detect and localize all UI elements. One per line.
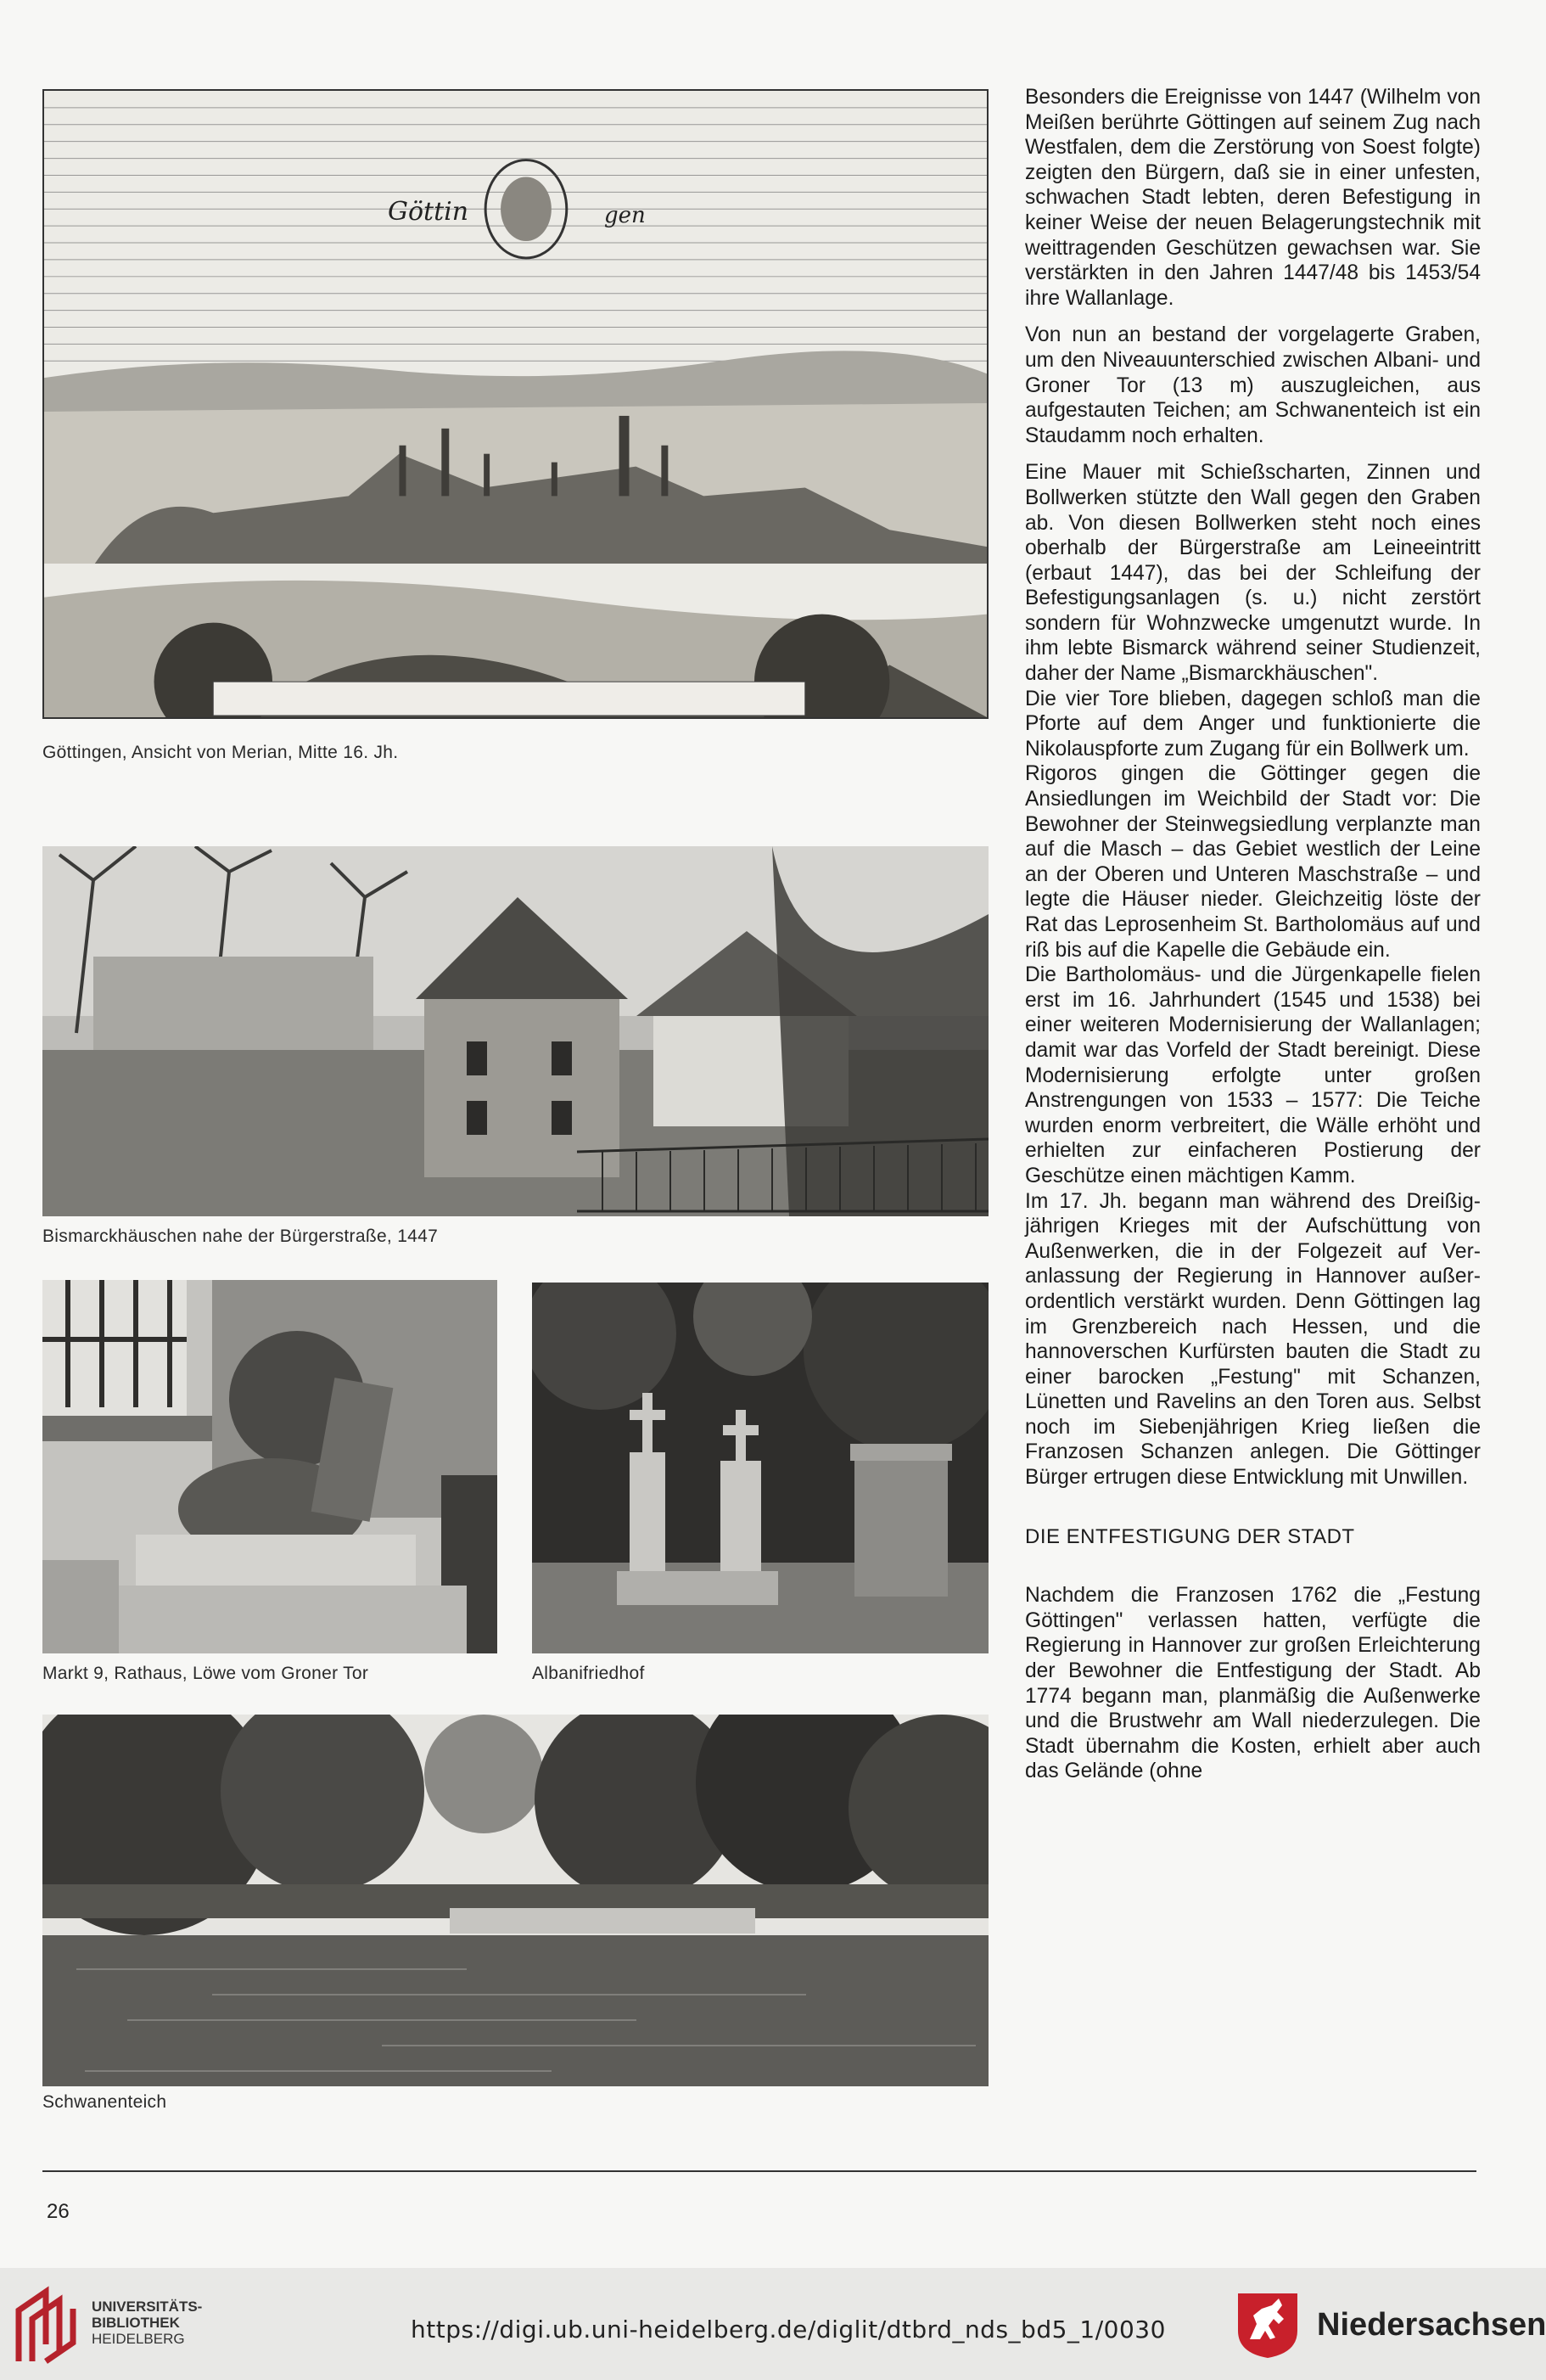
article-text-column bbox=[1025, 85, 1481, 1796]
paragraph-4: Die vier Tore blieben, dagegen schloß man die Pforte auf dem Anger und funktionierte die Nikolauspforte zum Zugang für ein Bollwerk um. bbox=[1025, 687, 1481, 761]
engraving-title-left: Göttin bbox=[388, 197, 469, 227]
caption-albanifriedhof: Albanifriedhof bbox=[532, 1664, 645, 1683]
university-library-logo-icon[interactable] bbox=[12, 2285, 88, 2366]
caption-bismarck: Bismarckhäuschen nahe der Bürgerstraße, 1447 bbox=[42, 1226, 439, 1246]
university-library-name[interactable] bbox=[92, 2299, 202, 2347]
schwanenteich-photo bbox=[42, 1715, 989, 2086]
albanifriedhof-photo bbox=[532, 1283, 989, 1653]
merian-engraving-image bbox=[42, 89, 989, 719]
markt-lion-photo bbox=[42, 1280, 497, 1653]
library-name-line-2: BIBLIOTHEK bbox=[92, 2315, 180, 2331]
paragraph-8: Nachdem die Franzosen 1762 die „Festung Göttingen" verlassen hatten, verfügte die Regierung in Hannover zur großen Erleichterung der Bewohner die Entfestigung der Stadt. Ab 1774 begann man, planmäßig die Außenwerke und die Brustwehr am Wall niederzulegen. Die Stadt übernahm die Kosten, erhielt aber auch das Gelände (ohne bbox=[1025, 1584, 1481, 1783]
library-name-line-3: HEIDELBERG bbox=[92, 2331, 185, 2347]
engraving-title-right: gen bbox=[604, 203, 646, 228]
niedersachsen-horse-logo-icon[interactable] bbox=[1235, 2290, 1301, 2360]
paragraph-6: Die Bartholomäus- und die Jürgenkapelle fielen erst im 16. Jahrhundert (1545 und 1538) bei einer weiteren Modernisierung der Wallanlagen; damit war das Vorfeld der Stadt bereinigt. Diese Modernisierung erfolgte unter großen Anstrengungen von 1533 – 1577: Die Teiche wurden enorm verbreitert, die Wälle erhöht und erhielten zur einfacheren Postierung der Geschütze einen mächtigen Kamm. bbox=[1025, 963, 1481, 1187]
paragraph-1: Besonders die Ereignisse von 1447 (Wilhelm von Meißen berührte Göttingen auf seinem Zug nach Westfalen, dem die Zerstörung von Soest folgte) zeigten den Bürgern, daß sie in einer unfesten, schwachen Stadt lebten, deren Befestigung in keiner Weise der neuen Belagerungstechnik mit weittragenden Geschützen gewachsen war. Sie verstärkten in den Jahren 1447/48 bis 1453/54 ihre Wallanlage. bbox=[1025, 86, 1481, 310]
caption-merian: Göttingen, Ansicht von Merian, Mitte 16. Jh. bbox=[42, 743, 399, 762]
paragraph-5: Rigoros gingen die Göttinger gegen die Ansiedlungen im Weichbild der Stadt vor: Die Bewohner der Steinwegsiedlung verplanzte man auf die Masch – das Gebiet westlich der Leine an der Oberen und Unteren Maschstraße – und legte die Häuser nieder. Gleichzeitig löste der Rat das Leprosenheim St. Bartholomäus auf und riß bis auf die Kapelle die Gebäude ein. bbox=[1025, 762, 1481, 962]
paragraph-3: Eine Mauer mit Schießscharten, Zinnen und Bollwerken stützte den Wall gegen den Graben ab. Von diesen Bollwerken steht noch eines oberhalb der Bürgerstraße am Leineeintritt (erbaut 1447), das bei der Schleifung der Befestigungsanlagen (s. u.) nicht zerstört sondern für Wohnzwecke umgenutzt wurde. In ihm lebte Bismarck während seiner Studienzeit, daher der Name „Bismarckhäuschen". bbox=[1025, 461, 1481, 686]
paragraph-7: Im 17. Jh. begann man während des Dreißigjährigen Krieges mit der Aufschüttung von Außenwerken, die in der Folgezeit auf Veranlassung der Regierung in Hannover außerordentlich verstärkt wurden. Denn Göttingen lag im Grenzbereich nach Hessen, und die hannoverschen Kurfürsten bauten die Stadt zu einer barocken „Festung" mit Schanzen, Lünetten und Ravelins an den Toren aus. Selbst noch im Siebenjährigen Krieg ließen die Franzosen Schanzen anlegen. Die Göttinger Bürger ertrugen diese Entwicklung mit Unwillen. bbox=[1025, 1189, 1481, 1490]
caption-markt: Markt 9, Rathaus, Löwe vom Groner Tor bbox=[42, 1664, 369, 1683]
bismarck-photo bbox=[42, 846, 989, 1216]
paragraph-2: Von nun an bestand der vorgelagerte Graben, um den Niveauunterschied zwischen Albani- und Groner Tor (13 m) auszugleichen, aus aufgestauten Teichen; am Schwanenteich ist ein Staudamm noch erhalten. bbox=[1025, 323, 1481, 447]
section-heading: DIE ENTFESTIGUNG DER STADT bbox=[1025, 1524, 1355, 1548]
library-name-line-1: UNIVERSITÄTS- bbox=[92, 2299, 203, 2315]
viewer-footer bbox=[0, 2268, 1546, 2380]
page-number: 26 bbox=[47, 2200, 70, 2223]
caption-schwanenteich: Schwanenteich bbox=[42, 2092, 167, 2112]
state-name: Niedersachsen bbox=[1317, 2307, 1546, 2343]
permalink-url[interactable]: https://digi.ub.uni-heidelberg.de/diglit/dtbrd_nds_bd5_1/0030 bbox=[411, 2315, 1166, 2344]
footer-rule bbox=[42, 2170, 1476, 2172]
